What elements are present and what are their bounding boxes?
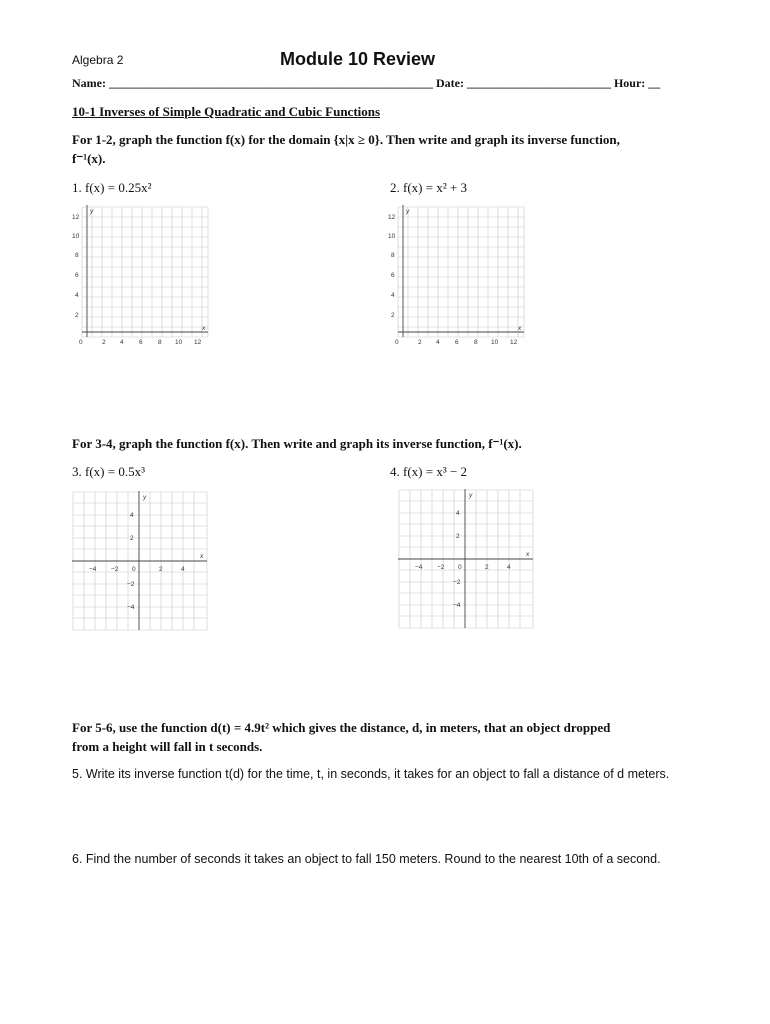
- section-title: 10-1 Inverses of Simple Quadratic and Cubic Functions: [72, 104, 381, 119]
- instructions-part1-cont: f⁻¹(x).: [72, 151, 106, 166]
- x-tick-label: 2: [159, 566, 163, 573]
- y-tick-label: 2: [391, 312, 395, 319]
- y-tick-label: 2: [456, 533, 460, 540]
- x-axis-label: x: [202, 325, 206, 332]
- x-tick-label: 8: [474, 339, 478, 346]
- x-tick-label: 12: [194, 339, 202, 346]
- x-tick-label: 2: [418, 339, 422, 346]
- y-tick-label: −4: [127, 604, 135, 611]
- x-tick-label: −4: [415, 564, 423, 571]
- name-date-hour-line: Name: ______________________________________________________ Date: ________________________ Hour: __: [72, 76, 661, 90]
- x-tick-label: 2: [485, 564, 489, 571]
- x-tick-label: 8: [158, 339, 162, 346]
- instructions-part1: For 1-2, graph the function f(x) for the domain {x|x ≥ 0}. Then write and graph its inverse function,: [72, 132, 620, 147]
- y-axis-label: y: [406, 208, 410, 215]
- x-tick-label: 10: [175, 339, 183, 346]
- instructions-part3-cont: from a height will fall in t seconds.: [72, 739, 263, 754]
- x-tick-label: −2: [437, 564, 445, 571]
- y-tick-label: 2: [75, 312, 79, 319]
- graph-problem-4: [398, 489, 536, 631]
- origin-label: 0: [395, 339, 399, 346]
- page-title: Module 10 Review: [280, 49, 436, 69]
- grid: [82, 207, 208, 337]
- y-tick-label: 4: [75, 292, 79, 299]
- y-tick-label: 8: [75, 252, 79, 259]
- x-tick-label: 0: [132, 566, 136, 573]
- problem-5: 5. Write its inverse function t(d) for the time, t, in seconds, it takes for an object to fall a distance of d meters.: [72, 767, 670, 781]
- x-axis-label: x: [518, 325, 522, 332]
- problem-4: 4. f(x) = x³ − 2: [390, 464, 468, 479]
- x-tick-label: −2: [111, 566, 119, 573]
- x-tick-label: 4: [120, 339, 124, 346]
- x-tick-label: 10: [491, 339, 499, 346]
- x-tick-label: 2: [102, 339, 106, 346]
- instructions-part2: For 3-4, graph the function f(x). Then write and graph its inverse function, f⁻¹(x).: [72, 436, 522, 451]
- y-axis-label: y: [143, 494, 147, 501]
- problem-1: 1. f(x) = 0.25x²: [72, 180, 152, 195]
- graph-problem-2: [388, 205, 528, 347]
- problem-2: 2. f(x) = x² + 3: [390, 180, 468, 195]
- y-tick-label: 6: [391, 272, 395, 279]
- y-tick-label: 6: [75, 272, 79, 279]
- x-tick-label: 6: [139, 339, 143, 346]
- instructions-part3: For 5-6, use the function d(t) = 4.9t² which gives the distance, d, in meters, that an object dropped: [72, 720, 611, 735]
- x-tick-label: 12: [510, 339, 518, 346]
- problem-6: 6. Find the number of seconds it takes an object to fall 150 meters. Round to the nearest 10th of a second.: [72, 852, 661, 866]
- y-tick-label: −2: [453, 579, 461, 586]
- y-tick-label: 8: [391, 252, 395, 259]
- y-axis-label: y: [469, 492, 473, 499]
- course-name: Algebra 2: [72, 53, 124, 67]
- y-tick-label: 4: [391, 292, 395, 299]
- y-tick-label: 10: [72, 233, 80, 240]
- y-tick-label: 12: [72, 214, 80, 221]
- x-axis-label: x: [200, 553, 204, 560]
- y-tick-label: 2: [130, 535, 134, 542]
- y-tick-label: 12: [388, 214, 396, 221]
- graph-problem-1: [72, 205, 212, 347]
- origin-label: 0: [79, 339, 83, 346]
- graph-problem-3: [72, 491, 210, 633]
- grid: [398, 207, 524, 337]
- x-tick-label: 6: [455, 339, 459, 346]
- problem-3: 3. f(x) = 0.5x³: [72, 464, 145, 479]
- y-tick-label: 10: [388, 233, 396, 240]
- x-tick-label: 4: [436, 339, 440, 346]
- y-tick-label: −4: [453, 602, 461, 609]
- y-tick-label: 4: [456, 510, 460, 517]
- x-tick-label: 4: [181, 566, 185, 573]
- x-axis-label: x: [526, 551, 530, 558]
- x-tick-label: 4: [507, 564, 511, 571]
- x-tick-label: 0: [458, 564, 462, 571]
- x-tick-label: −4: [89, 566, 97, 573]
- y-axis-label: y: [90, 208, 94, 215]
- y-tick-label: −2: [127, 581, 135, 588]
- y-tick-label: 4: [130, 512, 134, 519]
